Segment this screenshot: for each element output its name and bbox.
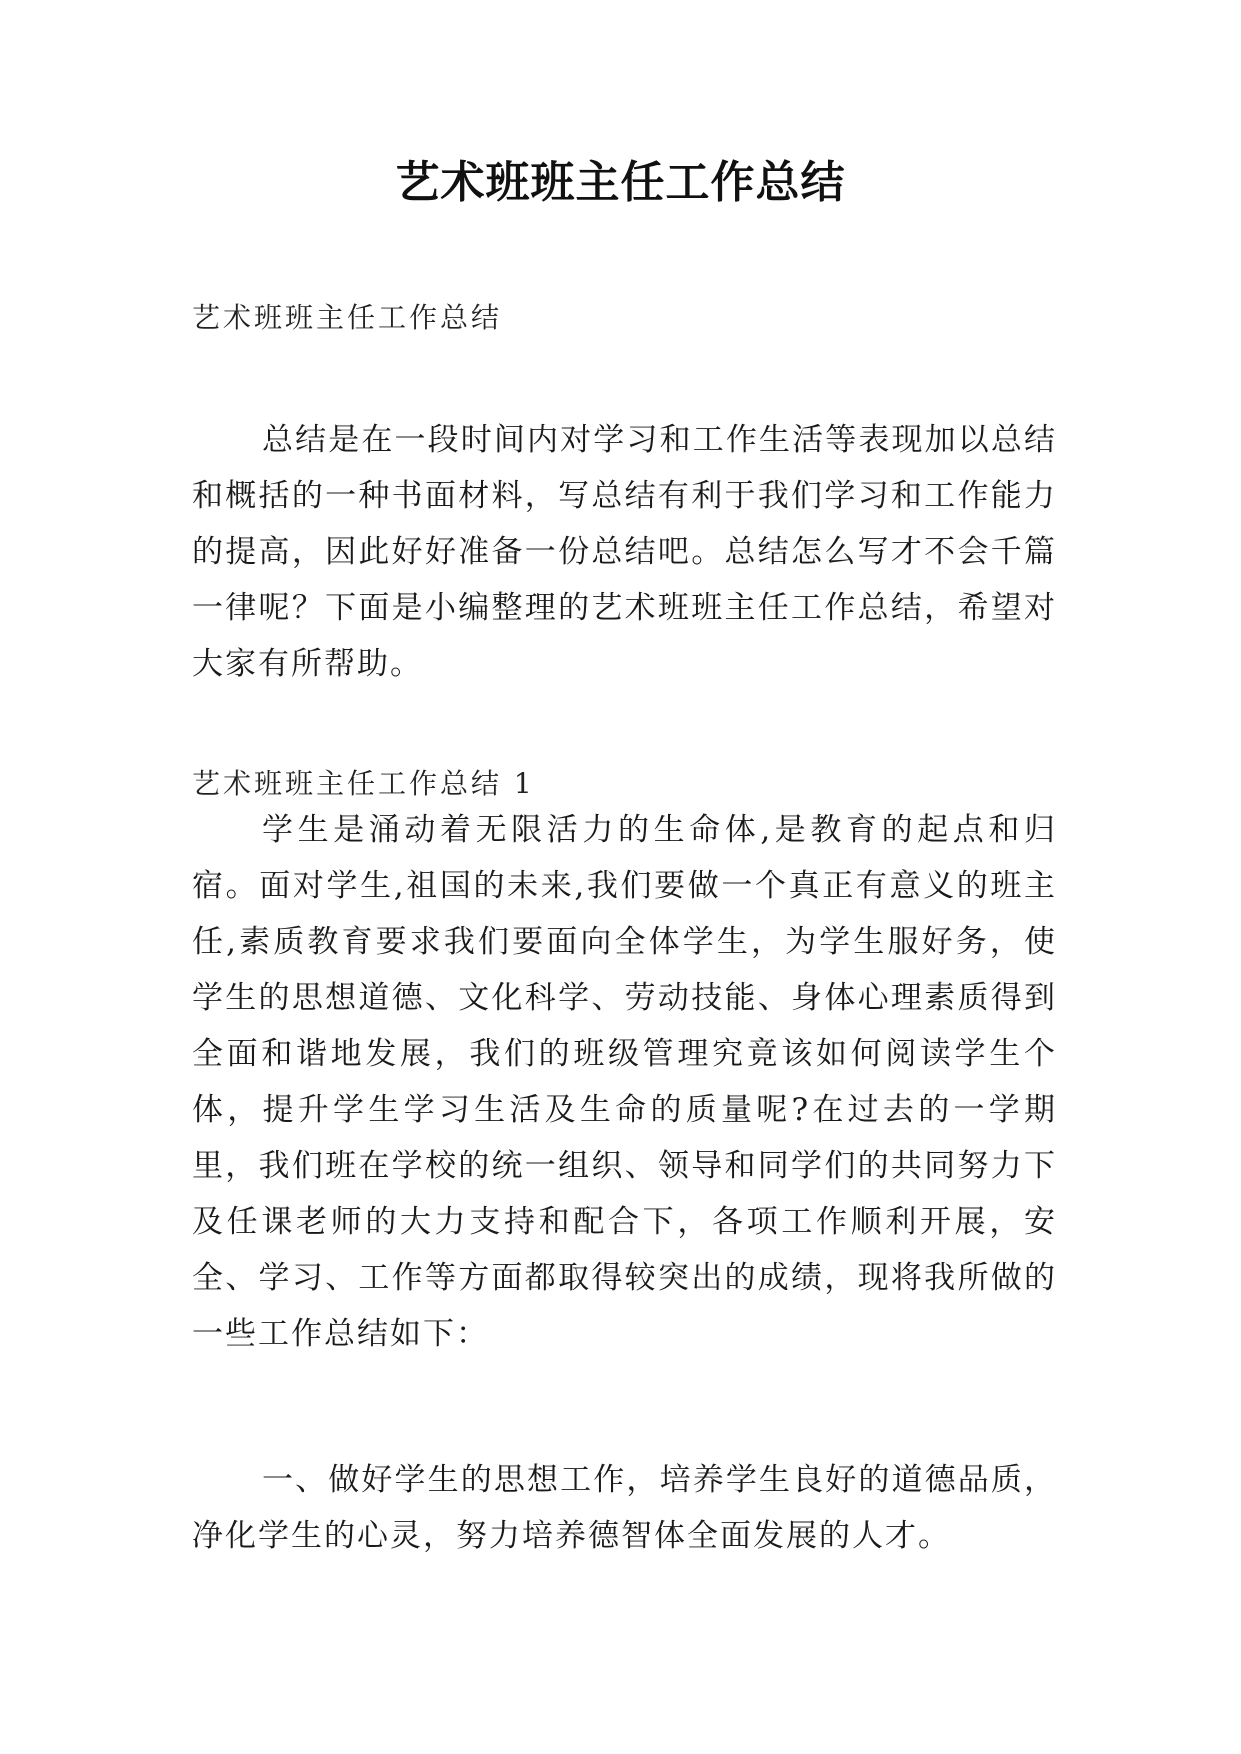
point-1-paragraph: 一、做好学生的思想工作，培养学生良好的道德品质，净化学生的心灵，努力培养德智体全面发展的人才。 bbox=[192, 1462, 1057, 1554]
intro-paragraph: 总结是在一段时间内对学习和工作生活等表现加以总结和概括的一种书面材料，写总结有利于我们学习和工作能力的提高，因此好好准备一份总结吧。总结怎么写才不会千篇一律呢？下面是小编整理的艺术班班主任工作总结，希望对大家有所帮助。 bbox=[192, 422, 1057, 682]
section-heading-1: 艺术班班主任工作总结 1 bbox=[192, 767, 535, 800]
document-subtitle: 艺术班班主任工作总结 bbox=[192, 301, 503, 334]
section-1-paragraph: 学生是涌动着无限活力的生命体,是教育的起点和归宿。面对学生,祖国的未来,我们要做一个真正有意义的班主任,素质教育要求我们要面向全体学生，为学生服好务，使学生的思想道德、文化科学、劳动技能、身体心理素质得到全面和谐地发展，我们的班级管理究竟该如何阅读学生个体，提升学生学习生活及生命的质量呢?在过去的一学期里，我们班在学校的统一组织、领导和同学们的共同努力下及任课老师的大力支持和配合下，各项工作顺利开展，安全、学习、工作等方面都取得较突出的成绩，现将我所做的一些工作总结如下： bbox=[192, 812, 1057, 1352]
document-title: 艺术班班主任工作总结 bbox=[395, 157, 846, 208]
